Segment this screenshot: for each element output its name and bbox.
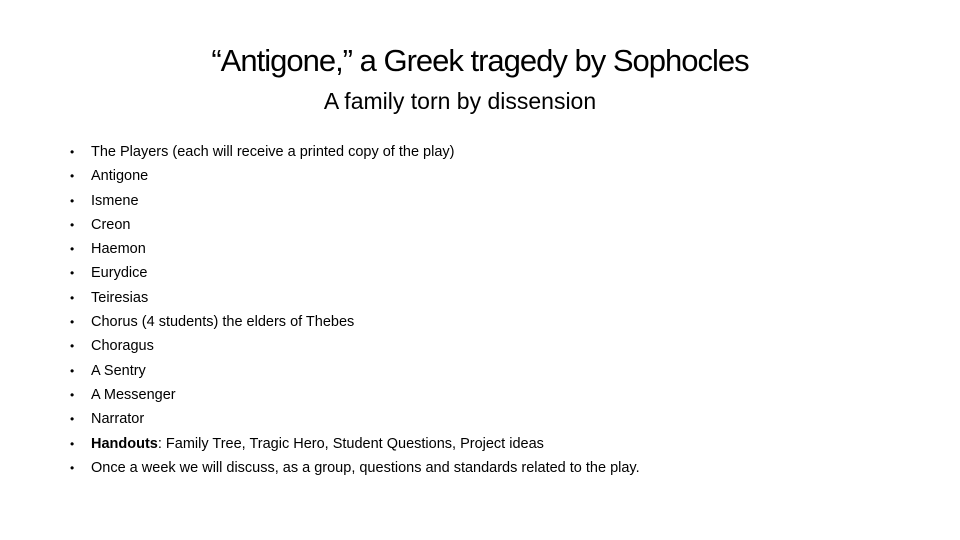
list-item-text: Ismene xyxy=(91,192,139,209)
list-item xyxy=(70,383,930,407)
list-item xyxy=(70,261,930,285)
bullet-icon: • xyxy=(70,169,75,184)
list-item xyxy=(70,359,930,383)
bullet-icon: • xyxy=(70,460,75,475)
list-item-text: Choragus xyxy=(91,338,154,355)
list-item xyxy=(70,189,930,213)
list-item-text: Narrator xyxy=(91,411,145,428)
bullet-icon: • xyxy=(70,315,75,330)
handouts-list: : Family Tree, Tragic Hero, Student Questions, Project ideas xyxy=(157,435,544,452)
list-item-closing xyxy=(70,456,930,480)
list-item xyxy=(70,334,930,358)
bullet-icon: • xyxy=(70,266,75,281)
list-item xyxy=(70,407,930,431)
handouts-text xyxy=(91,432,544,456)
list-item-text: Teiresias xyxy=(91,289,149,306)
handouts-label: Handouts xyxy=(91,435,158,452)
bullet-icon: • xyxy=(70,339,75,354)
list-item-text: Creon xyxy=(91,216,131,233)
bullet-icon: • xyxy=(70,412,75,427)
list-item xyxy=(70,310,930,334)
bullet-icon: • xyxy=(70,436,75,451)
list-item xyxy=(70,237,930,261)
list-item-text: The Players (each will receive a printed copy of the play) xyxy=(91,144,455,160)
bullet-icon: • xyxy=(70,363,75,378)
list-item-text: A Sentry xyxy=(91,362,146,379)
list-item xyxy=(70,286,930,310)
bullet-icon: • xyxy=(70,290,75,305)
list-item-text: Haemon xyxy=(91,241,146,258)
bullet-icon: • xyxy=(70,145,75,159)
list-item-text: A Messenger xyxy=(91,386,176,403)
list-item xyxy=(70,164,930,188)
list-item xyxy=(70,140,930,164)
list-item-handouts xyxy=(70,432,930,456)
list-item-text: Chorus (4 students) the elders of Thebes xyxy=(91,314,355,331)
bullet-icon: • xyxy=(70,242,75,257)
closing-text: Once a week we will discuss, as a group, questions and standards related to the play. xyxy=(91,459,640,476)
list-item-text: Eurydice xyxy=(91,265,148,282)
bullet-icon: • xyxy=(70,193,75,208)
bullet-list xyxy=(70,140,930,480)
bullet-icon: • xyxy=(70,387,75,402)
slide-title: “Antigone,” a Greek tragedy by Sophocles xyxy=(211,43,749,78)
list-item-text: Antigone xyxy=(91,168,149,185)
bullet-icon: • xyxy=(70,217,75,232)
slide-subtitle: A family torn by dissension xyxy=(323,88,597,114)
list-item xyxy=(70,213,930,237)
